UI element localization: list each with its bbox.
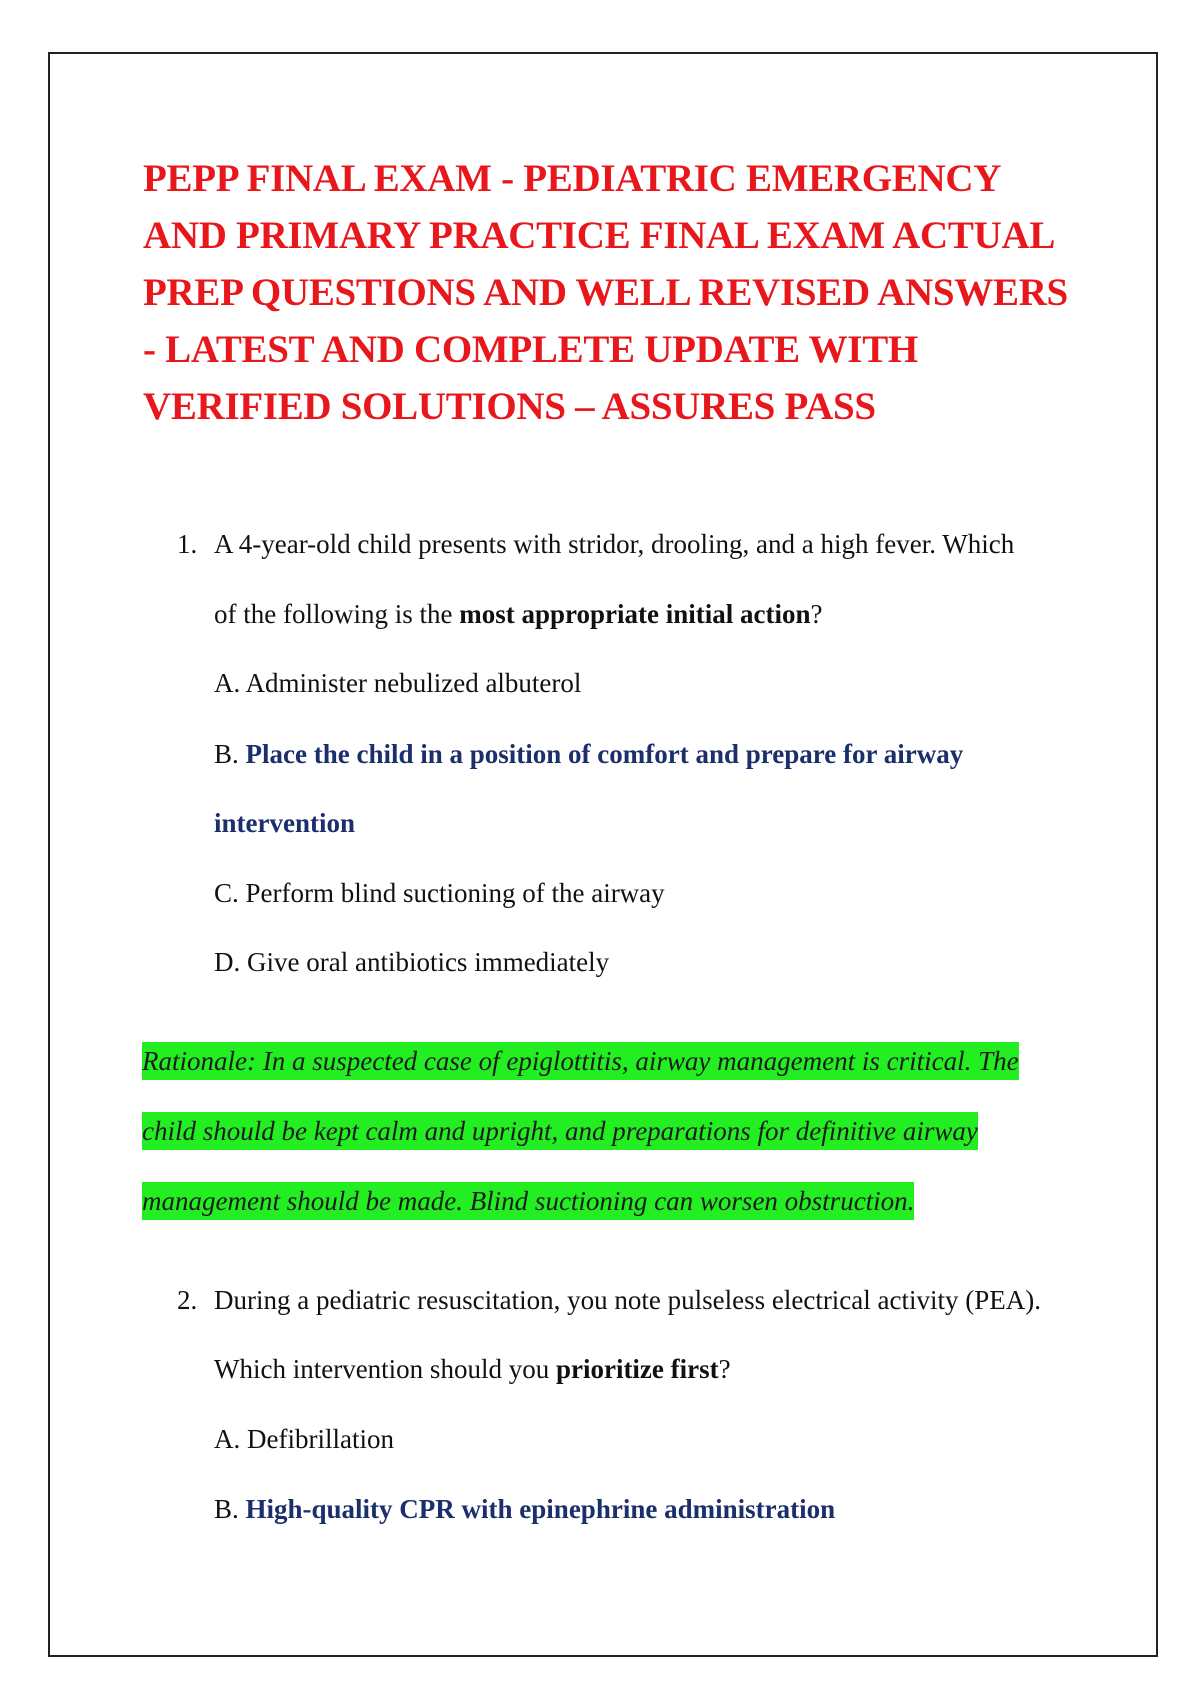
option-b — [214, 737, 963, 771]
question-number: 1. — [177, 529, 198, 559]
stem-emphasis: prioritize first — [555, 1354, 719, 1384]
question-number: 2. — [177, 1285, 198, 1315]
rationale-line-3: management should be made. Blind suctioning can worsen obstruction. — [142, 1182, 914, 1220]
option-b-prefix: B. — [214, 1494, 246, 1524]
correct-answer-text: High-quality CPR with epinephrine administration — [245, 1494, 836, 1524]
stem-text: Which intervention should you — [214, 1354, 556, 1384]
question-stem-line-2 — [214, 597, 822, 631]
option-b — [214, 1492, 835, 1526]
stem-text: of the following is the — [214, 599, 460, 629]
correct-answer-text: Place the child in a position of comfort and prepare for airway — [245, 739, 964, 769]
correct-answer-continuation: intervention — [214, 808, 355, 838]
option-a: A. Administer nebulized albuterol — [214, 668, 582, 698]
question-stem-line-2 — [214, 1352, 731, 1386]
stem-end: ? — [810, 599, 823, 629]
rationale-line-2: child should be kept calm and upright, and preparations for definitive airway — [142, 1112, 978, 1150]
rationale-line-1: Rationale: In a suspected case of epiglottitis, airway management is critical. The — [142, 1042, 1019, 1080]
question-stem-line-1: During a pediatric resuscitation, you note pulseless electrical activity (PEA). — [214, 1285, 1041, 1315]
document-title: PEPP FINAL EXAM - PEDIATRIC EMERGENCY AND PRIMARY PRACTICE FINAL EXAM ACTUAL PREP QUESTIONS AND WELL REVISED ANSWERS - LATEST AND COMPLETE UPDATE WITH VERIFIED SOLUTIONS – ASSURES PASS — [143, 157, 1068, 428]
option-a: A. Defibrillation — [214, 1424, 394, 1454]
option-c: C. Perform blind suctioning of the airway — [214, 878, 665, 908]
stem-emphasis: most appropriate initial action — [459, 599, 811, 629]
stem-end: ? — [718, 1354, 731, 1384]
question-stem-line-1: A 4-year-old child presents with stridor, drooling, and a high fever. Which — [214, 529, 1015, 559]
option-b-prefix: B. — [214, 739, 246, 769]
option-d: D. Give oral antibiotics immediately — [214, 947, 610, 977]
